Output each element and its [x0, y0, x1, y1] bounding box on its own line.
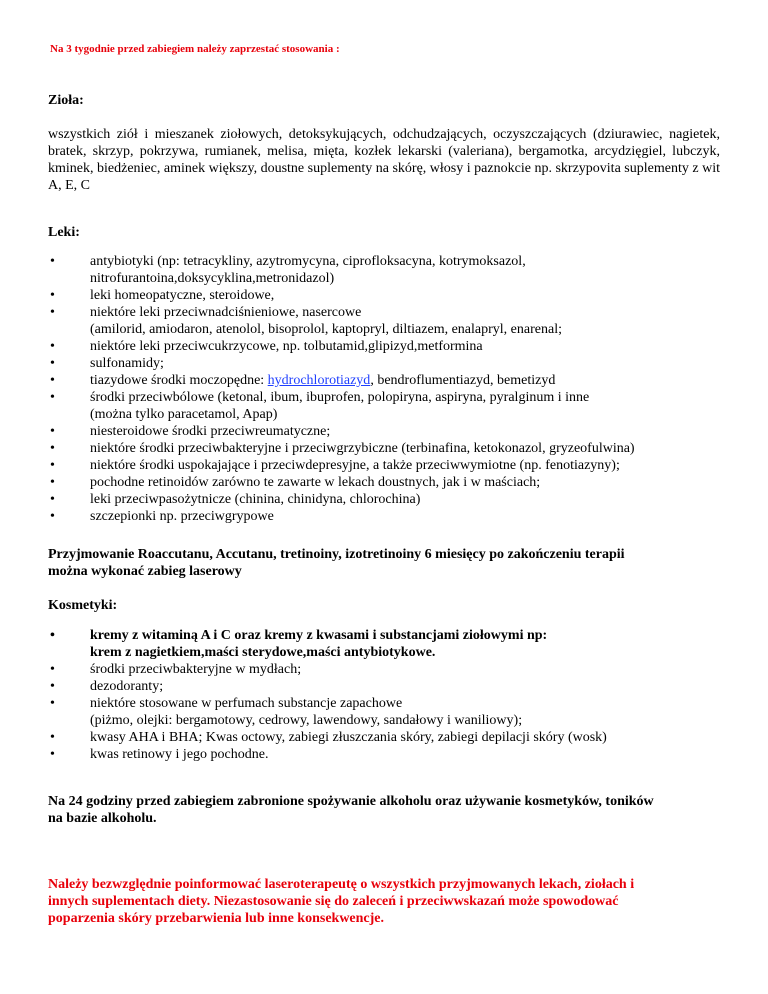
list-item — [48, 661, 730, 678]
list-item-text: nitrofurantoina,doksycyklina,metronidazol) — [90, 271, 335, 286]
list-item-text: kwasy AHA i BHA; Kwas octowy, zabiegi złuszczania skóry, zabiegi depilacji skóry (wosk) — [90, 730, 607, 745]
cosmetics-list — [48, 627, 730, 763]
list-item-text: sulfonamidy; — [90, 356, 164, 371]
herbs-paragraph: wszystkich ziół i mieszanek ziołowych, detoksykujących, odchudzających, oczyszczających (dziurawiec, nagietek, bratek, skrzyp, pokrzywa, rumianek, melisa, mięta, kozłek lekarski (valeriana), bergamotka, arcydzięgiel, lubczyk, kminek, biedżeniec, aminek większy, doustne suplementy na skórę, włosy i paznokcie np. skrzypovita suplementy z wit A, E, C — [48, 127, 720, 193]
list-item — [48, 253, 730, 287]
list-item-text: niektóre środki przeciwbakteryjne i przeciwgrzybiczne (terbinafina, ketokonazol, gryzeofulwina) — [90, 441, 635, 456]
list-item-text: tiazydowe środki moczopędne: — [90, 373, 268, 388]
list-item — [48, 508, 730, 525]
list-item — [48, 695, 730, 729]
list-item-text: kwas retinowy i jego pochodne. — [90, 747, 269, 762]
roaccutane-note-line: Przyjmowanie Roaccutanu, Accutanu, tretinoiny, izotretinoiny 6 miesięcy po zakończeniu terapii — [48, 547, 625, 562]
list-item — [48, 423, 730, 440]
list-item — [48, 627, 730, 661]
list-item — [48, 457, 730, 474]
list-item — [48, 304, 730, 338]
herbs-heading: Zioła: — [48, 93, 84, 108]
cosmetics-heading: Kosmetyki: — [48, 598, 118, 613]
list-item — [48, 440, 730, 457]
warning-line: poparzenia skóry przebarwienia lub inne konsekwencje. — [48, 911, 385, 926]
list-item — [48, 389, 730, 423]
list-item-text: leki przeciwpasożytnicze (chinina, chinidyna, chlorochina) — [90, 492, 421, 507]
list-item-text: środki przeciwbakteryjne w mydłach; — [90, 662, 302, 677]
drugs-heading: Leki: — [48, 225, 80, 240]
list-item — [48, 491, 730, 508]
list-item — [48, 729, 730, 746]
top-note: Na 3 tygodnie przed zabiegiem należy zaprzestać stosowania : — [50, 43, 340, 55]
list-item-text: leki homeopatyczne, steroidowe, — [90, 288, 275, 303]
alcohol-note — [48, 793, 738, 827]
list-item-text: środki przeciwbólowe (ketonal, ibum, ibuprofen, polopiryna, aspiryna, pyralginum i inne — [90, 390, 590, 405]
list-item-text: niektóre stosowane w perfumach substancje zapachowe — [90, 696, 403, 711]
drugs-list — [48, 253, 730, 525]
alcohol-note-line: Na 24 godziny przed zabiegiem zabronione spożywanie alkoholu oraz używanie kosmetyków, toników — [48, 794, 654, 809]
list-item-text: niektóre leki przeciwnadciśnieniowe, nasercowe — [90, 305, 362, 320]
roaccutane-note-line: można wykonać zabieg laserowy — [48, 564, 242, 579]
list-item-text: niektóre leki przeciwcukrzycowe, np. tolbutamid,glipizyd,metformina — [90, 339, 483, 354]
list-item-text: (można tylko paracetamol, Apap) — [90, 407, 278, 422]
list-item — [48, 746, 730, 763]
list-item-text: szczepionki np. przeciwgrypowe — [90, 509, 274, 524]
list-item-text: antybiotyki (np: tetracykliny, azytromycyna, ciprofloksacyna, kotrymoksazol, — [90, 254, 526, 269]
list-item-text: pochodne retinoidów zarówno te zawarte w lekach doustnych, jak i w maściach; — [90, 475, 541, 490]
list-item — [48, 474, 730, 491]
list-item-text: (amilorid, amiodaron, atenolol, bisoprolol, kaptopryl, diltiazem, enalapryl, enarenal; — [90, 322, 562, 337]
list-item-text: dezodoranty; — [90, 679, 164, 694]
list-item-text: niektóre środki uspokajające i przeciwdepresyjne, a także przeciwwymiotne (np. fenotiazyny); — [90, 458, 620, 473]
alcohol-note-line: na bazie alkoholu. — [48, 811, 157, 826]
list-item — [48, 355, 730, 372]
list-item-text: kremy z witaminą A i C oraz kremy z kwasami i substancjami ziołowymi np: — [90, 628, 548, 643]
hydrochlorotiazyd-link[interactable]: hydrochlorotiazyd — [267, 373, 371, 388]
warning-note — [48, 876, 738, 927]
list-item-text: krem z nagietkiem,maści sterydowe,maści antybiotykowe. — [90, 645, 436, 660]
list-item — [48, 678, 730, 695]
list-item-text: (piżmo, olejki: bergamotowy, cedrowy, lawendowy, sandałowy i waniliowy); — [90, 713, 523, 728]
list-item — [48, 372, 730, 389]
warning-line: Należy bezwzględnie poinformować laseroterapeutę o wszystkich przyjmowanych lekach, ziołach i — [48, 877, 635, 892]
list-item-text: , bendroflumentiazyd, bemetizyd — [370, 373, 556, 388]
list-item — [48, 338, 730, 355]
list-item — [48, 287, 730, 304]
warning-line: innych suplementach diety. Niezastosowanie się do zaleceń i przeciwwskazań może spowodować — [48, 894, 619, 909]
roaccutane-note — [48, 546, 738, 580]
list-item-text: niesteroidowe środki przeciwreumatyczne; — [90, 424, 331, 439]
